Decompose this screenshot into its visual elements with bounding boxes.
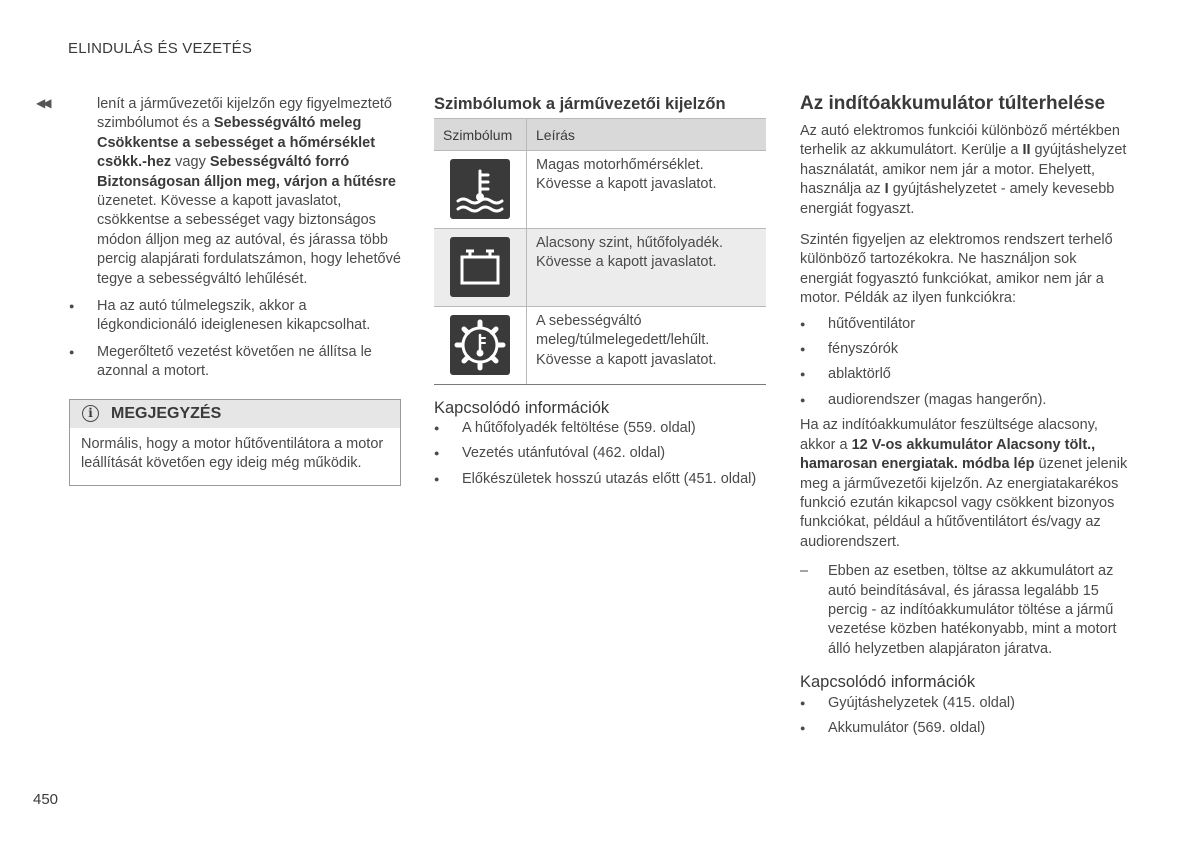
paragraph-text: lenít a járművezetői kijelzőn egy figyelmeztető szimbólumot és a (97, 96, 392, 132)
paragraph-text: üzenetet. Kövesse a kapott javaslatot, csökkentse a sebességet vagy biztonságos módon álljon meg az autóval, és járassa több percig alapjárati fordulatszámon, hogy lehetővé tegye a sebességváltó lehűlését. (97, 193, 401, 287)
page-number: 450 (33, 791, 59, 808)
info-icon: i (82, 405, 99, 422)
table-row (434, 307, 766, 385)
list-item: ● hűtőventilátor (800, 315, 1132, 334)
display-message: Sebességváltó forró Biztonságosan álljon meg, várjon a hűtésre (97, 154, 396, 190)
symbol-cell (434, 307, 527, 385)
related-title: Kapcsolódó információk (800, 673, 976, 692)
continued-paragraph (97, 95, 401, 289)
paragraph (800, 416, 1132, 552)
paragraph (800, 122, 1132, 219)
paragraph-text: üzenet jelenik meg a járművezetői kijelzőn. Az energiatakarékos funkció ezután kikapcsol vagy csökkent bizonyos funkciókat, például a hűtőventilátort és/vagy az audiorendszert. (800, 456, 1128, 550)
engine-temperature-icon (450, 159, 510, 219)
table-row (434, 229, 766, 307)
related-info (434, 399, 766, 489)
dash-item: – Ebben az esetben, töltse az akkumulátort az autó beindításával, és járassa legalább 15 percig - az indítóakkumulátor töltése a jármű vezetése közben hatékonyabb, mint a motort álló helyzetben alapjáraton járatva. (800, 562, 1132, 659)
list-item: ● ablaktörlő (800, 365, 1132, 384)
list-item: ● Ha az autó túlmelegszik, akkor a légkondicionáló ideiglenesen kikapcsolhat. (69, 297, 401, 336)
description-cell: Alacsony szint, hűtőfolyadék. Kövesse a kapott javaslatot. (527, 229, 767, 307)
running-header: ELINDULÁS ÉS VEZETÉS (68, 40, 253, 57)
paragraph-text: gyújtáshelyzetet - amely kevesebb energiát fogyaszt. (800, 181, 1115, 217)
related-link[interactable]: ● Vezetés utánfutóval (462. oldal) (434, 444, 766, 463)
paragraph-text: gyújtáshelyzet használatát, amikor nem jár a motor. Ehelyett, használja az (800, 142, 1127, 198)
related-link[interactable]: ● Előkészületek hosszú utazás előtt (451. oldal) (434, 470, 766, 489)
description-cell: A sebességváltó meleg/túlmelegedett/lehűlt. Kövesse a kapott javaslatot. (527, 307, 767, 385)
column-right (800, 92, 1132, 738)
list-item: ● audiorendszer (magas hangerőn). (800, 391, 1132, 410)
symbol-cell (434, 151, 527, 229)
display-message: 12 V-os akkumulátor Alacsony tölt., hamarosan energiatak. módba lép (800, 436, 1096, 473)
paragraph-text: vagy (171, 154, 210, 171)
paragraph-text: Az autó elektromos funkciói különböző mértékben terhelik az akkumulátort. Kerülje a (800, 123, 1120, 159)
table-header-row (434, 119, 766, 151)
description-cell: Magas motorhőmérséklet. Kövesse a kapott javaslatot. (527, 151, 767, 229)
list-item: ● Megerőltető vezetést követően ne állítsa le azonnal a motort. (69, 343, 401, 382)
note-text: Normális, hogy a motor hűtőventilátora a motor leállítását követően egy ideig még működik. (81, 435, 384, 472)
symbol-cell (434, 229, 527, 307)
column-header: Szimbólum (434, 119, 527, 151)
related-link[interactable]: ● Gyújtáshelyzetek (415. oldal) (800, 694, 1132, 713)
paragraph-text: Ha az indítóakkumulátor feszültsége alacsony, akkor a (800, 417, 1098, 453)
related-title: Kapcsolódó információk (434, 399, 610, 417)
section-title: Szimbólumok a járművezetői kijelzőn (434, 95, 726, 113)
note-box (69, 399, 401, 486)
paragraph: Szintén figyeljen az elektromos rendszert terhelő különböző tartozékokra. Ne használjon sok energiát fogyasztó funkciókat, amikor nem jár a motor. Példák az ilyen funkciókra: (800, 232, 1113, 307)
transmission-temperature-icon (450, 315, 510, 375)
related-link[interactable]: ● Akkumulátor (569. oldal) (800, 719, 1132, 738)
column-header: Leírás (527, 119, 767, 151)
table-row (434, 151, 766, 229)
coolant-level-icon (450, 237, 510, 297)
related-link[interactable]: ● A hűtőfolyadék feltöltése (559. oldal) (434, 419, 766, 438)
section-title: Az indítóakkumulátor túlterhelése (800, 93, 1106, 114)
ignition-position: II (1022, 142, 1031, 159)
note-header (70, 400, 400, 428)
display-message: Sebességváltó meleg Csökkentse a sebességet a hőmérséklet csökk.-hez (97, 115, 376, 171)
column-left (69, 95, 401, 486)
double-left-arrow-icon: ◀◀ (36, 96, 49, 110)
list-item: ● fényszórók (800, 340, 1132, 359)
ignition-position: I (884, 181, 889, 198)
column-middle (434, 95, 766, 489)
note-title: MEGJEGYZÉS (111, 404, 222, 422)
symbol-table (434, 118, 766, 385)
